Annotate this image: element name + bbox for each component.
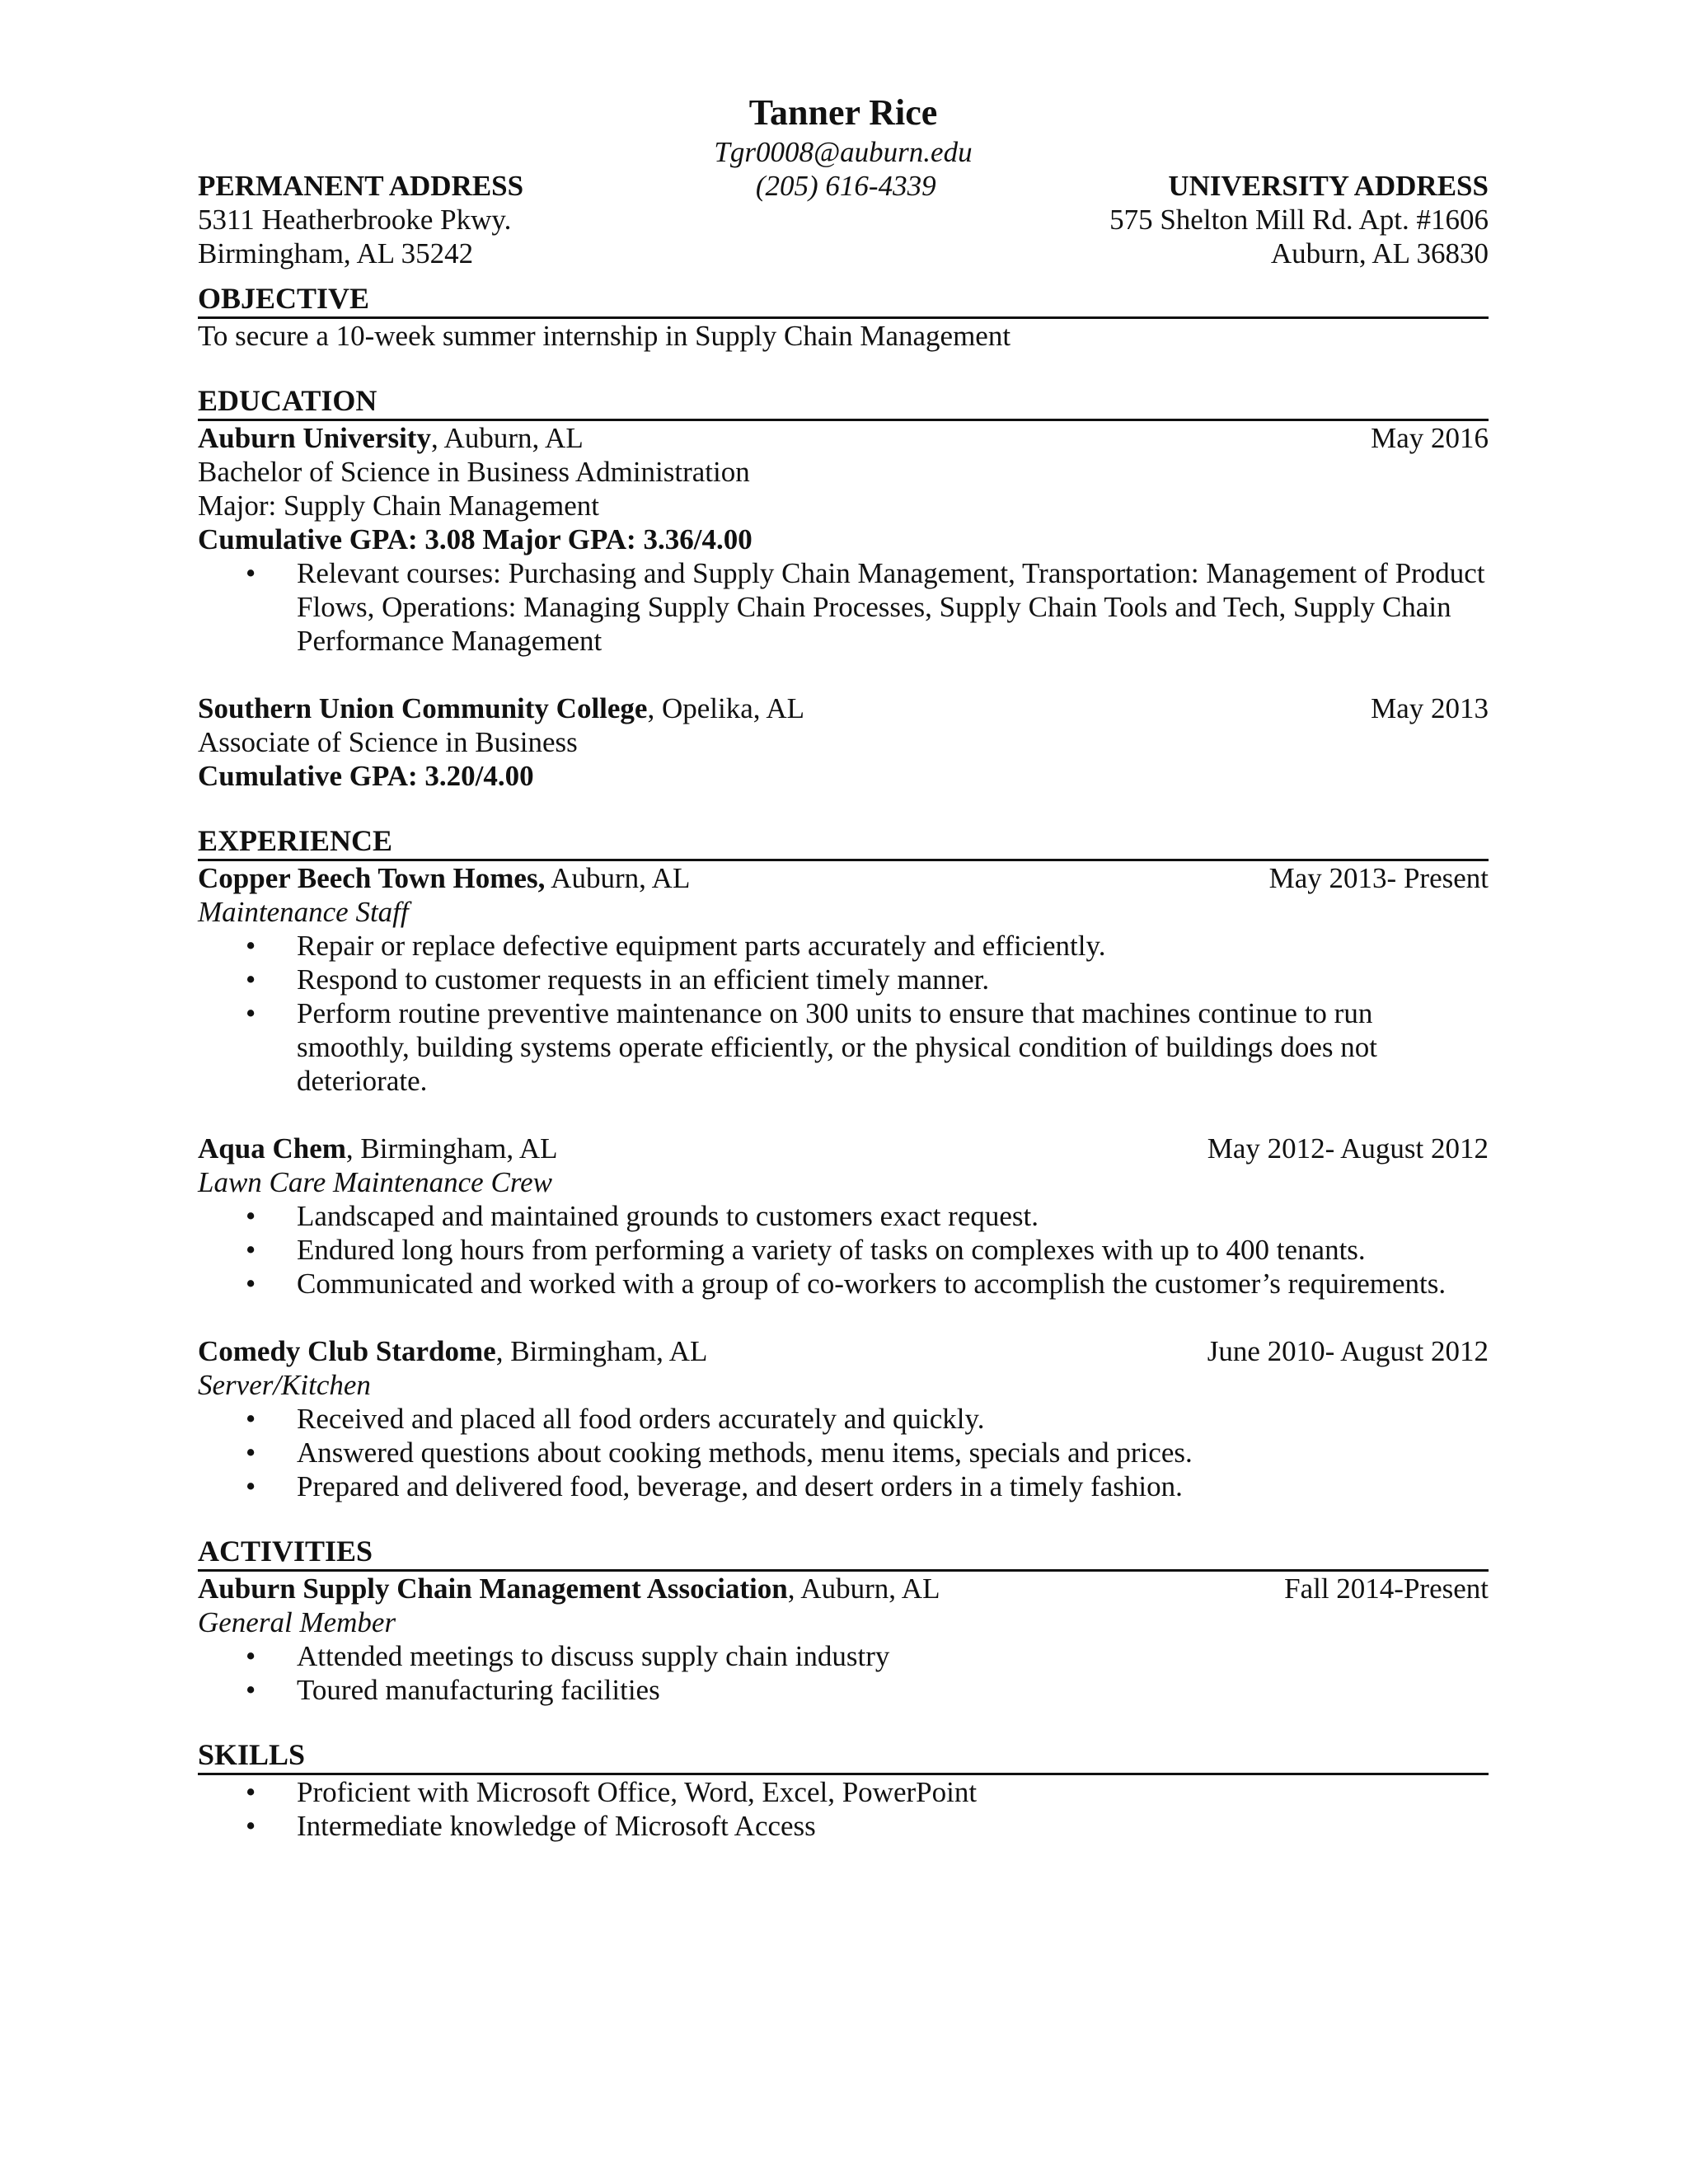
entry-detail-line: Associate of Science in Business [198,726,578,758]
entry-heading [198,861,690,895]
bullet-item [246,996,1489,1098]
entry-organization: Southern Union Community College [198,692,648,724]
bullet-icon: • [246,1403,256,1435]
permanent-address [198,203,511,270]
entry-location: , Opelika, AL [647,692,804,724]
entry-detail-line: Bachelor of Science in Business Administration [198,456,750,488]
entry-date: May 2012- August 2012 [1207,1132,1489,1165]
bullet-item [246,1775,1489,1809]
university-address-title: UNIVERSITY ADDRESS [1168,170,1489,202]
skills-list [198,1775,1489,1843]
bullet-icon: • [246,1470,256,1502]
bullet-text: Intermediate knowledge of Microsoft Access [297,1810,816,1842]
entry-date: June 2010- August 2012 [1207,1335,1489,1367]
entry [198,861,1489,1098]
entry-heading [198,421,584,455]
bullet-text: Repair or replace defective equipment parts accurately and efficiently. [297,930,1106,962]
entry-location: , Birmingham, AL [345,1132,558,1165]
university-address [1109,203,1489,270]
email: Tgr0008@auburn.edu [714,136,973,168]
bullet-icon: • [246,1776,256,1808]
entry-header-row [198,1334,1489,1368]
objective-text: To secure a 10-week summer internship in Supply Chain Management [198,320,1011,352]
bullet-icon: • [246,1268,256,1300]
bullet-text: Toured manufacturing facilities [297,1674,660,1706]
bullet-icon: • [246,1234,256,1266]
entry-heading [198,1572,940,1605]
section-title-skills: SKILLS [198,1738,1489,1775]
bullet-item [246,1809,1489,1843]
entry [198,1132,1489,1301]
bullet-text: Proficient with Microsoft Office, Word, Excel, PowerPoint [297,1776,978,1808]
entry-role: Server/Kitchen [198,1369,371,1401]
address-header-row [198,169,1489,203]
resume-page [198,91,1489,1843]
bullet-text: Received and placed all food orders accurately and quickly. [297,1403,985,1435]
bullet-icon: • [246,1436,256,1469]
experience-list [198,861,1489,1503]
entry-bullet-list [198,929,1489,1098]
entry-location: , Auburn, AL [787,1572,940,1605]
bullet-icon: • [246,1640,256,1672]
bullet-item [246,556,1489,658]
bullet-icon: • [246,963,256,996]
entry-detail-line: Major: Supply Chain Management [198,490,600,522]
permanent-address-title: PERMANENT ADDRESS [198,170,524,202]
education-list [198,421,1489,793]
entry-bullet-list [198,556,1489,658]
entry-header-row [198,1572,1489,1605]
entry-heading [198,691,804,725]
entry [198,1572,1489,1707]
bullet-item [246,1199,1489,1233]
activities-list [198,1572,1489,1707]
bullet-item [246,1267,1489,1301]
entry [198,1334,1489,1503]
entry-heading [198,1132,558,1165]
section-title-experience: EXPERIENCE [198,824,1489,861]
contact-block [198,135,1489,270]
bullet-icon: • [246,997,256,1029]
bullet-text: Prepared and delivered food, beverage, and desert orders in a timely fashion. [297,1470,1183,1502]
entry [198,691,1489,793]
entry-gpa: Cumulative GPA: 3.20/4.00 [198,760,534,792]
university-address-line: Auburn, AL 36830 [1270,237,1489,269]
bullet-text: Perform routine preventive maintenance on 300 units to ensure that machines continue to run smoothly, building systems operate efficiently, or the physical condition of buildings does not deteriorate. [297,997,1378,1097]
phone: (205) 616-4339 [755,170,936,202]
bullet-icon: • [246,1200,256,1232]
bullet-item [246,1402,1489,1436]
bullet-text: Relevant courses: Purchasing and Supply Chain Management, Transportation: Management of Product Flows, Operations: Managing Supply Chain Processes, Supply Chain Tools and Tech, Supply Chain Performance Management [297,557,1485,657]
bullet-text: Answered questions about cooking methods, menu items, specials and prices. [297,1436,1193,1469]
entry-date: May 2013- Present [1268,862,1489,894]
entry-bullet-list [198,1402,1489,1503]
entry-organization: Auburn Supply Chain Management Association [198,1572,788,1605]
entry-location: , Auburn, AL [430,422,584,454]
entry-gpa: Cumulative GPA: 3.08 Major GPA: 3.36/4.00 [198,523,753,555]
permanent-address-line: 5311 Heatherbrooke Pkwy. [198,204,512,236]
bullet-text: Respond to customer requests in an efficient timely manner. [297,963,990,996]
bullet-icon: • [246,930,256,962]
entry-organization: Comedy Club Stardome [198,1335,496,1367]
entry-location: , Birmingham, AL [495,1335,708,1367]
bullet-text: Landscaped and maintained grounds to customers exact request. [297,1200,1039,1232]
bullet-text: Attended meetings to discuss supply chain industry [297,1640,890,1672]
entry-role: Lawn Care Maintenance Crew [198,1166,553,1198]
entry-header-row [198,691,1489,725]
bullet-icon: • [246,557,256,589]
entry-heading [198,1334,707,1368]
section-title-activities: ACTIVITIES [198,1535,1489,1572]
entry-bullet-list [198,1639,1489,1707]
entry-date: May 2013 [1371,692,1489,724]
entry-date: May 2016 [1371,422,1489,454]
permanent-address-line: Birmingham, AL 35242 [198,237,474,269]
bullet-icon: • [246,1810,256,1842]
bullet-item [246,1233,1489,1267]
university-address-line: 575 Shelton Mill Rd. Apt. #1606 [1109,204,1489,236]
bullet-item [246,1436,1489,1469]
entry-role: General Member [198,1606,396,1638]
bullet-text: Endured long hours from performing a variety of tasks on complexes with up to 400 tenants. [297,1234,1366,1266]
entry-header-row [198,861,1489,895]
entry-date: Fall 2014-Present [1284,1572,1489,1605]
bullet-item [246,963,1489,996]
bullet-text: Communicated and worked with a group of co-workers to accomplish the customer’s requirements. [297,1268,1447,1300]
entry-organization: Auburn University [198,422,431,454]
section-title-objective: OBJECTIVE [198,282,1489,319]
entry-bullet-list [198,1199,1489,1301]
entry-organization: Aqua Chem [198,1132,346,1165]
candidate-name: Tanner Rice [748,92,938,133]
bullet-icon: • [246,1674,256,1706]
entry [198,421,1489,658]
entry-location: Auburn, AL [545,862,691,894]
section-title-education: EDUCATION [198,384,1489,421]
entry-role: Maintenance Staff [198,896,409,928]
bullet-item [246,1639,1489,1673]
bullet-item [246,1673,1489,1707]
entry-header-row [198,421,1489,455]
bullet-item [246,1469,1489,1503]
entry-organization: Copper Beech Town Homes, [198,862,546,894]
entry-header-row [198,1132,1489,1165]
bullet-item [246,929,1489,963]
